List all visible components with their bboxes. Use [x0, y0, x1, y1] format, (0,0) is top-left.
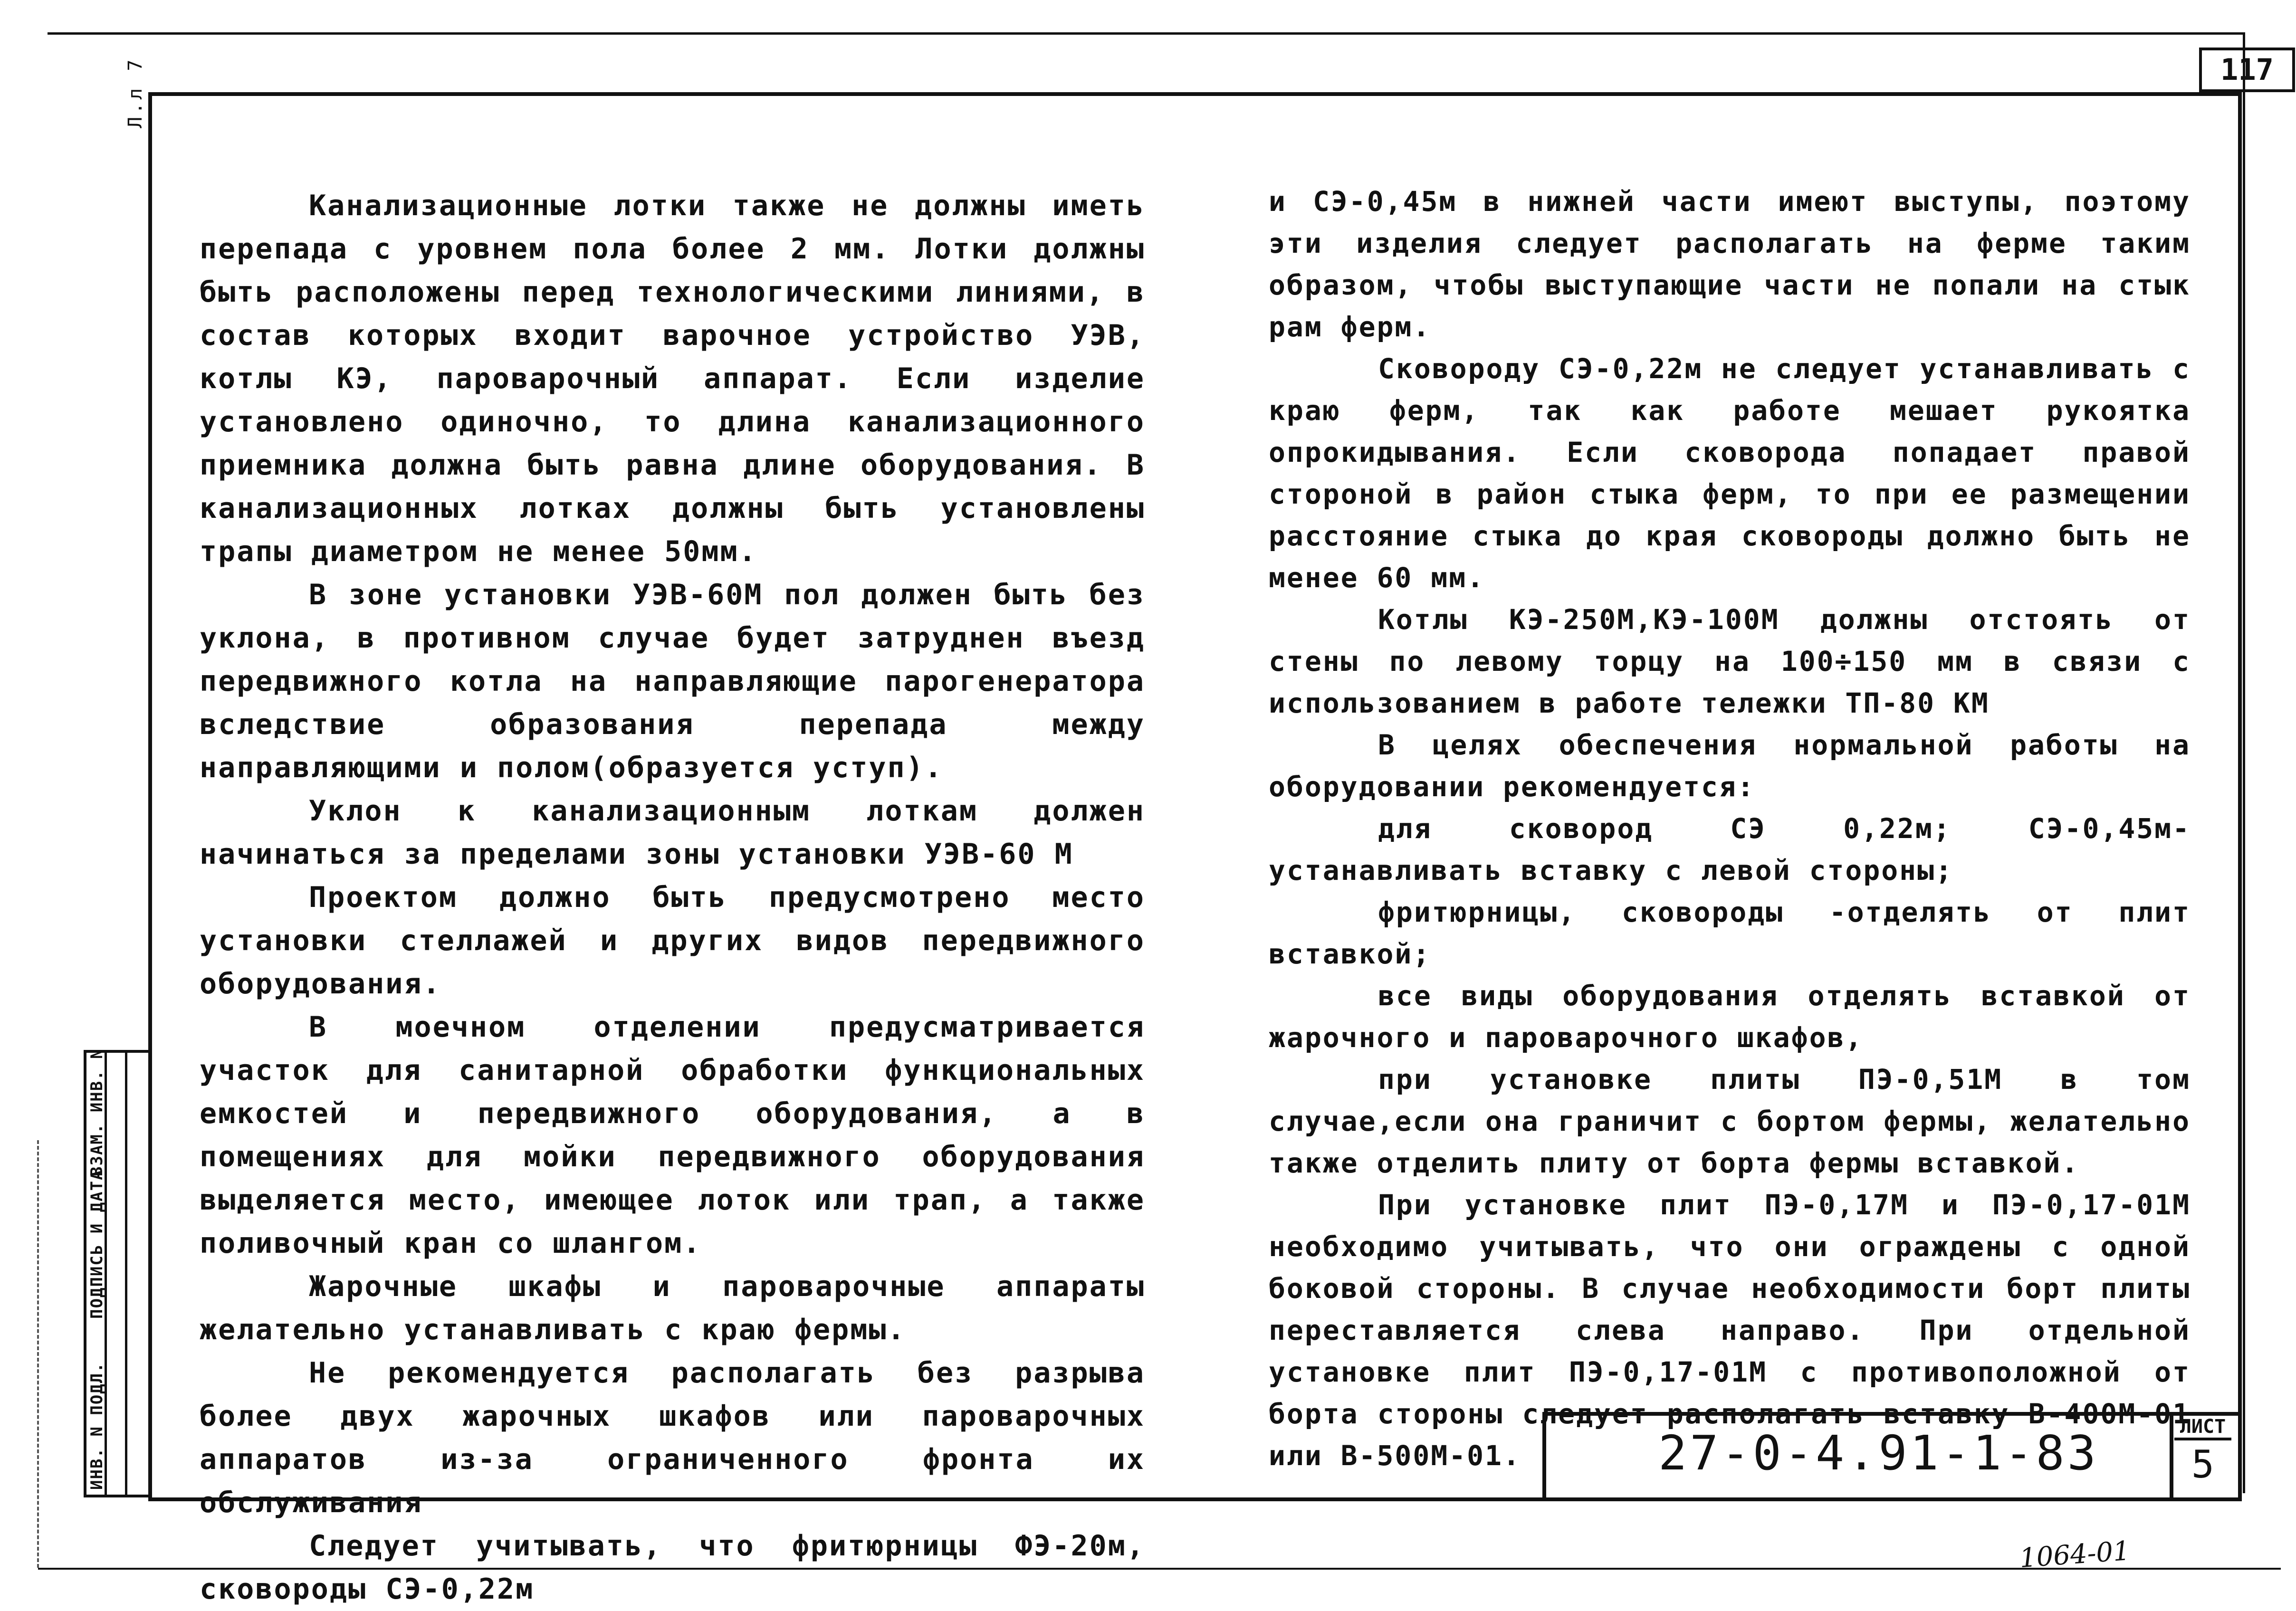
right-paragraph: при установке плиты ПЭ-0,51М в том случае,если она граничит с бортом фермы, желательно также отделить плиту от борта фермы вставкой.	[1269, 1063, 2191, 1179]
margin-line	[37, 1140, 39, 1568]
left-text-column	[200, 184, 1145, 1611]
right-text-column	[1269, 181, 2191, 1477]
left-paragraph: Следует учитывать, что фритюрницы ФЭ-20м, сковороды СЭ-0,22м	[200, 1529, 1145, 1606]
left-paragraph: В зоне установки УЭВ-60М пол должен быть без уклона, в противном случае будет затруднен въезд передвижного котла на направляющие парогенератора вследствие образования перепада между направляющими и полом(образуется уступ).	[200, 578, 1145, 784]
sheet-label: ЛИСТ	[2174, 1416, 2231, 1440]
right-paragraph: фритюрницы, сковороды -отделять от плит вставкой;	[1269, 896, 2191, 970]
right-paragraph: При установке плит ПЭ-0,17М и ПЭ-0,17-01М необходимо учитывать, что они ограждены с одной боковой стороны. В случае необходимости борт плиты переставляется слева направо. При отдельной установке плит ПЭ-0,17-01М с противоположной от борта стороны следует располагать вставку В-400М-01 или В-500М-01.	[1269, 1189, 2191, 1472]
left-paragraph: В моечном отделении предусматривается участок для санитарной обработки функциональных емкостей и передвижного оборудования, а в помещениях для мойки передвижного оборудования выделяется место, имеющее лоток или трап, а также поливочный кран со шлангом.	[200, 1010, 1145, 1260]
margin-mark: Л.л 7	[124, 57, 146, 128]
corner-page-number: 117	[2199, 48, 2295, 92]
side-stamp	[84, 1050, 151, 1497]
left-paragraph: Проектом должно быть предусмотрено место установки стеллажей и других видов передвижного оборудования.	[200, 881, 1145, 1001]
side-stamp-col-2	[107, 1053, 127, 1495]
right-paragraph: Котлы КЭ-250М,КЭ-100М должны отстоять от стены по левому торцу на 100÷150 мм в связи с использованием в работе тележки ТП-80 КМ	[1269, 603, 2191, 719]
bottom-rule	[38, 1568, 2281, 1570]
right-paragraph: для сковород СЭ 0,22м; СЭ-0,45м- устанавливать вставку с левой стороны;	[1269, 812, 2191, 887]
handwritten-note: 1064-01	[2019, 1535, 2131, 1574]
side-stamp-signature-label: ПОДПИСЬ И ДАТА	[87, 1169, 106, 1319]
left-paragraph: Жарочные шкафы и пароварочные аппараты желательно устанавливать с краю фермы.	[200, 1270, 1145, 1346]
left-paragraph: Уклон к канализационным лоткам должен начинаться за пределами зоны установки УЭВ-60 М	[200, 794, 1145, 871]
document-number: 27-0-4.91-1-83	[1658, 1425, 2099, 1481]
left-paragraph: Не рекомендуется располагать без разрыва более двух жарочных шкафов или пароварочных аппаратов из-за ограниченного фронта их обслуживания	[200, 1356, 1145, 1519]
sheet-number: 5	[2191, 1442, 2215, 1487]
right-paragraph: Сковороду СЭ-0,22м не следует устанавливать с краю ферм, так как работе мешает рукоятка опрокидывания. Если сковорода попадает правой стороной в район стыка ферм, то при ее размещении расстояние стыка до края сковороды должно быть не менее 60 мм.	[1269, 353, 2191, 594]
right-paragraph: все виды оборудования отделять вставкой от жарочного и пароварочного шкафов,	[1269, 980, 2191, 1054]
side-stamp-replace-label: ВЗАМ. ИНВ. N	[87, 1048, 106, 1176]
left-paragraph: Канализационные лотки также не должны иметь перепада с уровнем пола более 2 мм. Лотки должны быть расположены перед технологическими линиями, в состав которых входит варочное устройство УЭВ, котлы КЭ, пароварочный аппарат. Если изделие установлено одиночно, то длина канализационного приемника должна быть равна длине оборудования. В канализационных лотках должны быть установлены трапы диаметром не менее 50мм.	[200, 189, 1145, 568]
side-stamp-inv-label: ИНВ. N ПОДЛ.	[87, 1362, 106, 1490]
right-paragraph: В целях обеспечения нормальной работы на оборудовании рекомендуется:	[1269, 729, 2191, 803]
right-paragraph: и СЭ-0,45м в нижней части имеют выступы, поэтому эти изделия следует располагать на ферме таким образом, чтобы выступающие части не попали на стык рам ферм.	[1269, 185, 2191, 343]
